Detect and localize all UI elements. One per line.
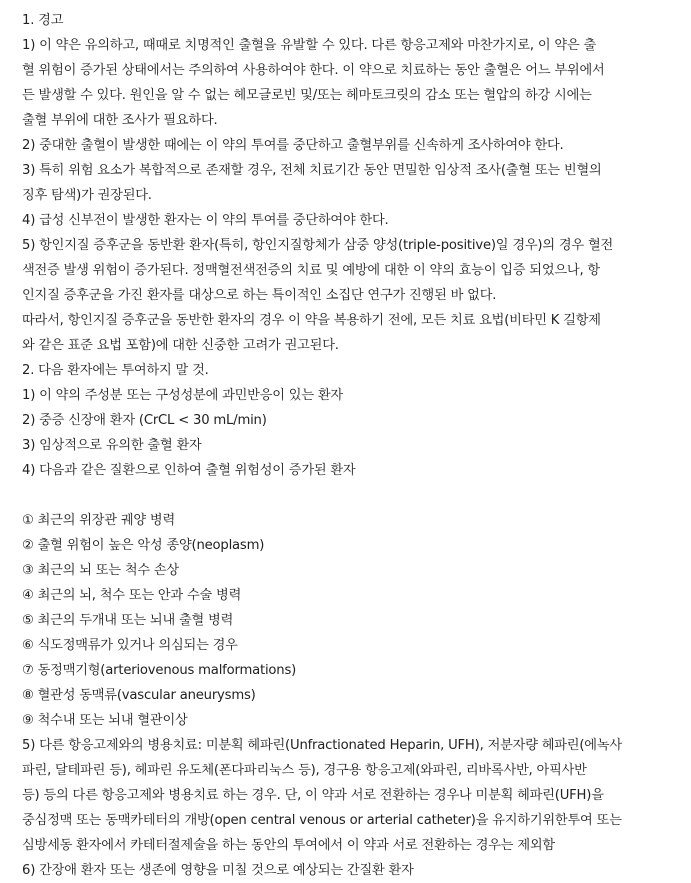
text-line: 5) 항인지질 증후군을 동반환 환자(특히, 항인지질항체가 삼중 양성(triple-positive)일 경우)의 경우 혈전 xyxy=(22,238,614,253)
text-line: 3) 특히 위험 요소가 복합적으로 존재할 경우, 전체 치료기간 동안 면밀한 임상적 조사(출혈 또는 빈혈의 xyxy=(22,163,602,178)
section-heading-warnings: 1. 경고 xyxy=(22,13,64,28)
condition-list xyxy=(22,508,685,733)
warning-item-5 xyxy=(22,233,685,358)
contraindication-item-2: 2) 중증 신장애 환자 (CrCL < 30 mL/min) xyxy=(22,413,267,428)
condition-item: ⑦ 동정맥기형(arteriovenous malformations) xyxy=(22,663,297,678)
contraindication-item-5 xyxy=(22,733,685,858)
text-line: 중심정맥 또는 동맥카테터의 개방(open central venous or arterial catheter)을 유지하기위한투여 또는 xyxy=(22,813,622,828)
text-line: 든 발생할 수 있다. 원인을 알 수 없는 헤모글로빈 및/또는 헤마토크릿의 감소 또는 혈압의 하강 시에는 xyxy=(22,88,592,103)
condition-item: ⑤ 최근의 두개내 또는 뇌내 출혈 병력 xyxy=(22,613,234,628)
text-line: 징후 탐색)가 권장된다. xyxy=(22,188,152,203)
section-heading-contraindications: 2. 다음 환자에는 투여하지 말 것. xyxy=(22,363,209,378)
text-line: 등) 등의 다른 항응고제와 병용치료 하는 경우. 단, 이 약과 서로 전환하는 경우나 미분획 헤파린(UFH)을 xyxy=(22,788,604,803)
condition-item: ⑧ 혈관성 동맥류(vascular aneurysms) xyxy=(22,688,256,703)
text-line: 4) 급성 신부전이 발생한 환자는 이 약의 투여를 중단하여야 한다. xyxy=(22,213,389,228)
contraindication-item-1: 1) 이 약의 주성분 또는 구성성분에 과민반응이 있는 환자 xyxy=(22,388,343,403)
text-line: 파린, 달테파린 등), 헤파린 유도체(폰다파리눅스 등), 경구용 항응고제(와파린, 리바록사반, 아픽사반 xyxy=(22,763,587,778)
condition-item: ④ 최근의 뇌, 척수 또는 안과 수술 병력 xyxy=(22,588,242,603)
warning-item-4 xyxy=(22,208,685,233)
warning-item-3 xyxy=(22,158,685,208)
text-line: 2) 중대한 출혈이 발생한 때에는 이 약의 투여를 중단하고 출혈부위를 신속하게 조사하여야 한다. xyxy=(22,138,564,153)
condition-item: ⑨ 척수내 또는 뇌내 혈관이상 xyxy=(22,713,188,728)
text-line: 색전증 발생 위험이 증가된다. 정맥혈전색전증의 치료 및 예방에 대한 이 약의 효능이 입증 되었으나, 항 xyxy=(22,263,600,278)
text-line: 1) 이 약은 유의하고, 때때로 치명적인 출혈을 유발할 수 있다. 다른 항응고제와 마찬가지로, 이 약은 출 xyxy=(22,38,597,53)
condition-item: ⑥ 식도정맥류가 있거나 의심되는 경우 xyxy=(22,638,238,653)
text-line: 따라서, 항인지질 증후군을 동반한 환자의 경우 이 약을 복용하기 전에, 모든 치료 요법(비타민 K 길항제 xyxy=(22,313,601,328)
text-line: 5) 다른 항응고제와의 병용치료: 미분획 헤파린(Unfractionated Heparin, UFH), 저분자량 헤파린(에녹사 xyxy=(22,738,622,753)
condition-item: ② 출혈 위험이 높은 악성 종양(neoplasm) xyxy=(22,538,265,553)
text-line: 혈 위험이 증가된 상태에서는 주의하여 사용하여야 한다. 이 약으로 치료하는 동안 출혈은 어느 부위에서 xyxy=(22,63,605,78)
warning-item-1 xyxy=(22,33,685,133)
text-line: 심방세동 환자에서 카테터절제술을 하는 동안의 투여에서 이 약과 서로 전환하는 경우는 제외함 xyxy=(22,838,555,853)
blank-line xyxy=(22,483,685,508)
contraindication-item-4: 4) 다음과 같은 질환으로 인하여 출혈 위험성이 증가된 환자 xyxy=(22,463,356,478)
condition-item: ① 최근의 위장관 궤양 병력 xyxy=(22,513,175,528)
condition-item: ③ 최근의 뇌 또는 척수 손상 xyxy=(22,563,179,578)
text-line: 출혈 부위에 대한 조사가 필요하다. xyxy=(22,113,218,128)
text-line: 인지질 증후군을 가진 환자를 대상으로 하는 특이적인 소집단 연구가 진행된 바 없다. xyxy=(22,288,497,303)
text-line: 와 같은 표준 요법 포함)에 대한 신중한 고려가 권고된다. xyxy=(22,338,339,353)
warning-item-2 xyxy=(22,133,685,158)
contraindication-item-6: 6) 간장애 환자 또는 생존에 영향을 미칠 것으로 예상되는 간질환 환자 xyxy=(22,863,414,878)
contraindication-item-3: 3) 임상적으로 유의한 출혈 환자 xyxy=(22,438,202,453)
